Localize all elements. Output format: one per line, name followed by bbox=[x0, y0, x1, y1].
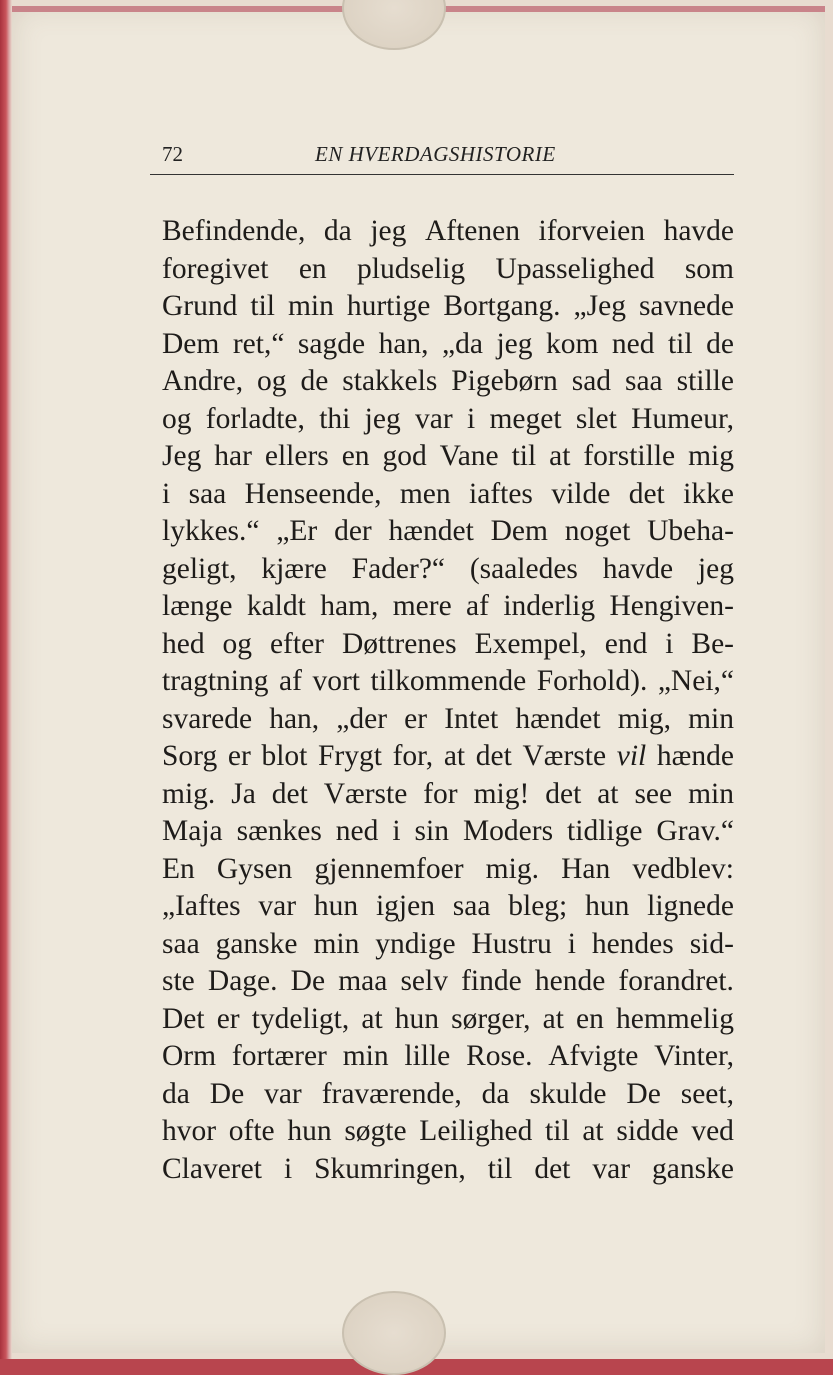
text-line: i saa Henseende, men iaftes vilde det ikke bbox=[162, 477, 734, 510]
body-text bbox=[162, 213, 734, 1188]
text-line: geligt, kjære Fader?“ (saaledes havde jeg bbox=[162, 552, 734, 585]
text-line: Grund til min hurtige Bortgang. „Jeg savnede bbox=[162, 290, 734, 322]
text-line: saa ganske min yndige Hustru i hendes sid- bbox=[162, 927, 734, 960]
text-line: hed og efter Døttrenes Exempel, end i Be- bbox=[162, 627, 734, 660]
text-line: mig. Ja det Værste for mig! det at see min bbox=[162, 777, 734, 810]
text-line: Maja sænkes ned i sin Moders tidlige Grav.“ bbox=[162, 815, 734, 847]
text-line: svarede han, „der er Intet hændet mig, min bbox=[162, 702, 734, 735]
text-line: Andre, og de stakkels Pigebørn sad saa stille bbox=[162, 365, 734, 397]
text-line: „Iaftes var hun igjen saa bleg; hun lignede bbox=[162, 890, 734, 922]
text-line: Orm fortærer min lille Rose. Afvigte Vinter, bbox=[162, 1040, 734, 1072]
text-line: foregivet en pludselig Upasselighed som bbox=[162, 252, 734, 285]
page-header bbox=[150, 138, 734, 175]
text-line: da De var fraværende, da skulde De seet, bbox=[162, 1077, 734, 1110]
text-line: hvor ofte hun søgte Leilighed til at sidde ved bbox=[162, 1115, 734, 1147]
text-line: Dem ret,“ sagde han, „da jeg kom ned til de bbox=[162, 327, 734, 360]
text-line: Claveret i Skumringen, til det var ganske bbox=[162, 1152, 734, 1185]
text-line: ste Dage. De maa selv finde hende forandret. bbox=[162, 965, 734, 997]
text-line: tragtning af vort tilkommende Forhold). „Nei,“ bbox=[162, 665, 734, 697]
text-line: længe kaldt ham, mere af inderlig Hengiven- bbox=[162, 590, 734, 622]
text-line: Det er tydeligt, at hun sørger, at en hemmelig bbox=[162, 1002, 734, 1035]
text-line: lykkes.“ „Er der hændet Dem noget Ubeha- bbox=[162, 515, 734, 547]
text-line: Sorg er blot Frygt for, at det Værste vil hænde bbox=[162, 740, 734, 772]
running-title: EN HVERDAGSHISTORIE bbox=[315, 142, 556, 166]
text-line: og forladte, thi jeg var i meget slet Humeur, bbox=[162, 402, 734, 435]
thumb-notch-bottom bbox=[342, 1291, 446, 1375]
page-number: 72 bbox=[162, 142, 183, 166]
text-line: Befindende, da jeg Aftenen iforveien havde bbox=[162, 215, 734, 247]
thumb-notch-top bbox=[342, 0, 446, 50]
text-line: En Gysen gjennemfoer mig. Han vedblev: bbox=[162, 852, 734, 885]
text-line: Jeg har ellers en god Vane til at forstille mig bbox=[162, 440, 734, 472]
